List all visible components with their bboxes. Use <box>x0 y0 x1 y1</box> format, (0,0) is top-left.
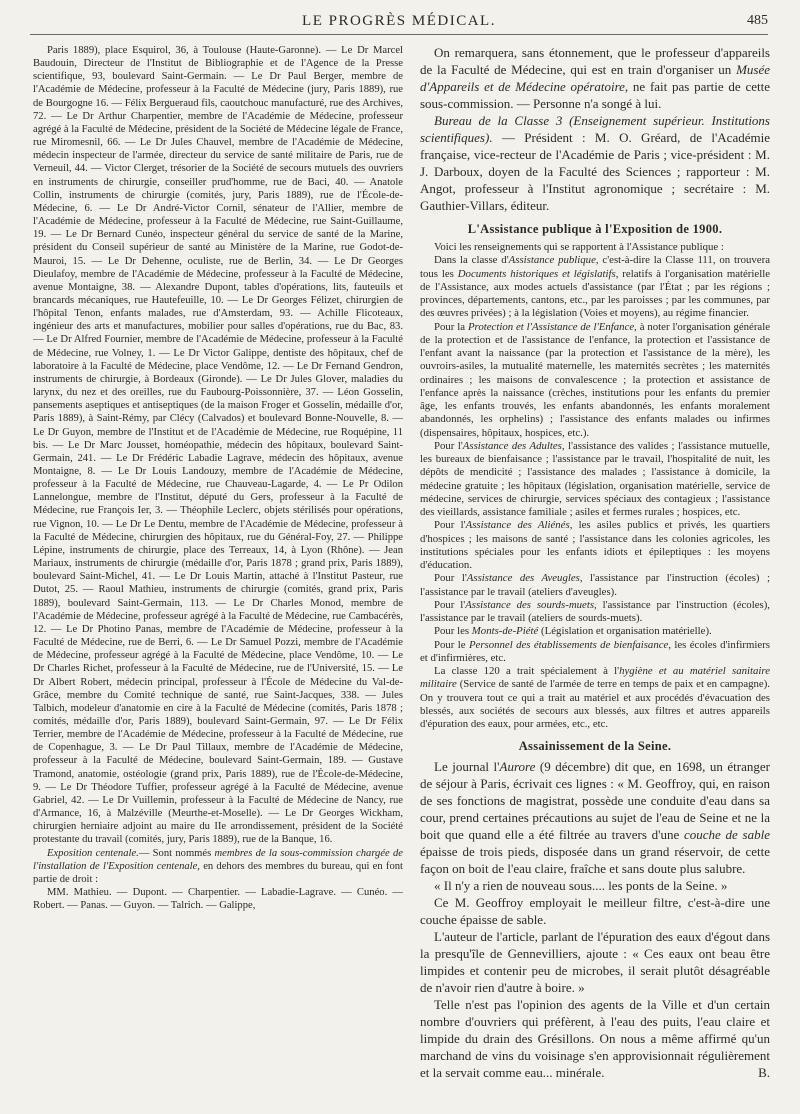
assistance-paragraph <box>420 599 770 626</box>
assistance-paragraph <box>420 665 770 731</box>
seine-block <box>420 758 770 1081</box>
text-run: Le journal l' <box>434 759 500 775</box>
text-run: , les asiles publics et privés, les quartiers d'hospices ; les maisons de santé ; l'assistance dans les colonies agricoles, les institutions spéciales pour les enfants idiots et épileptiques : les moyens d'éducation. <box>420 519 770 571</box>
assistance-paragraph <box>420 625 770 638</box>
left-column <box>33 44 403 1108</box>
exposition-emph: membres de la sous-commission chargée de l'installation de l'Exposition centenale, <box>33 847 403 872</box>
emph-run: Protection et l'Assistance de l'Enfance <box>467 320 635 333</box>
intro-text-b: ne fait pas partie de cette sous-commission. — Personne n'a songé à lui. <box>420 79 770 111</box>
seine-paragraph: « Il n'y a rien de nouveau sous.... les ponts de la Seine. » <box>434 878 728 894</box>
exposition-paragraph <box>33 847 403 886</box>
emph-run: Aurore <box>499 759 536 775</box>
text-run: Pour l' <box>434 439 463 452</box>
emph-run: couche de sable <box>684 827 770 843</box>
text-run: , les écoles d'infirmiers et d'infirmières, etc. <box>420 638 770 664</box>
text-run: Pour l' <box>434 572 467 585</box>
text-run: Pour l' <box>434 519 466 532</box>
emph-run: hygiène et au matériel sanitaire militaire <box>420 665 770 691</box>
assistance-paragraph <box>420 254 770 320</box>
text-run: , l'assistance par l'instruction (écoles) ; l'assistance par le travail (ateliers d'aveugles). <box>420 572 770 598</box>
text-run: (Législation et organisation matérielle). <box>538 625 712 638</box>
author-signature: B. <box>758 1065 770 1081</box>
emph-run: Monts-de-Piété <box>471 625 539 638</box>
assistance-paragraph <box>420 440 770 520</box>
emph-run: Documents historiques et législatifs <box>457 267 616 280</box>
emph-run: Assistance des sourds-muets <box>465 598 595 611</box>
right-intro-block <box>420 44 770 214</box>
text-run: Pour l' <box>434 598 466 611</box>
seine-paragraph: Ce M. Geoffroy employait le meilleur filtre, c'est-à-dire une couche épaisse de sable. <box>420 895 770 928</box>
exposition-rest: en dehors des membres du bureau, qui en font partie de droit : <box>33 860 403 885</box>
emph-run: Assistance des Aveugles <box>466 572 580 585</box>
text-run: Pour le <box>434 638 469 651</box>
journal-title: LE PROGRÈS MÉDICAL. <box>302 13 496 29</box>
members-paragraph: MM. Mathieu. — Dupont. — Charpentier. — Labadie-Lagrave. — Cunéo. — Robert. — Panas. — Guyon. — Talrich. — Galippe, <box>33 887 403 912</box>
section-heading-assistance: L'Assistance publique à l'Exposition de 1900. <box>467 222 723 236</box>
page-number: 485 <box>747 13 768 28</box>
right-column <box>420 44 770 1108</box>
page-header <box>30 12 768 35</box>
assistance-paragraph: Voici les renseignements qui se rapportent à l'Assistance publique : <box>434 241 724 253</box>
intro-paragraph <box>420 44 770 112</box>
member-list-paragraph: Paris 1889), place Esquirol, 36, à Toulouse (Haute-Garonne). — Le Dr Marcel Baudouin, Directeur de l'Institut de Bibliographie et de l'Agence de la Presse scientifique, 93, boulevard Saint-Germain. — Le Dr Paul Berger, membre de l'Académie de Médecine, professeur à la Faculté de Médecine (jury, Paris 1889), rue de Bourgogne 16. — Félix Bergueraud fils, caoutchouc manufacturé, rue des Archives, 72. — Le Dr Arthur Charpentier, membre de l'Académie de Médecine, professeur agrégé à la Faculté de Médecine, président de la Société de Médecine légale de France, rue Miromesnil, 66. — Le Dr Jules Chauvel, membre de l'Académie de Médecine, médecin inspecteur de l'armée, directeur du service de santé militaire de Paris, rue de Verneuil, 44. — Victor Clerget, trésorier de la Société de secours mutuels des ouvriers en instruments de chirurgie, conseiller prud'homme, rue de Baci, 40. — Anatole Collin, instruments de chirurgie (comités, jury, Paris 1889), rue de l'École-de-Médecine, 6. — Le Dr André-Victor Cornil, sénateur de l'Allier, membre de l'Académie de Médecine, professeur à la Faculté de Médecine, rue Saint-Guillaume, 19. — Le Dr Bernard Cunéo, inspecteur général du service de santé de la Marine, président du Conseil supérieur de santé au Ministère de la Marine, rue Godot-de-Mauroi, 15. — Le Dr Dehenne, oculiste, rue de Berlin, 34. — Le Dr Georges Dieulafoy, membre de l'Académie de Médecine, professeur à la Faculté de Médecine, avenue Montaigne, 38. — Alexandre Dupont, tables d'opérations, lits, fauteuils et brancards mécaniques, rue Hautefeuille, 10. — Le Dr Georges Félizet, chirurgien de l'hôpital Tenon, enfants malades, rue d'Amsterdam, 93. — Achille Flicoteaux, ingénieur des arts et manufactures, mobilier pour salles d'opérations, rue du Bac, 83. — Le Dr Alfred Fournier, membre de l'Académie de Médecine, professeur à la Faculté de Médecine, rue Volney, 1. — Le Dr Victor Galippe, dentiste des hôpitaux, chef de laboratoire à la Faculté de Médecine, place Vendôme, 12. — Le Dr Fernand Gendron, instruments de chirurgie, à Bordeaux (Gironde). — Le Dr Jules Glover, maladies du larynx, du nez et des oreilles, rue du Faubourg-Poissonnière, 37. — Léon Gosselin, pansements aseptiques et antiseptiques (de la maison Froger et Gosselin, médaille d'or, Paris 1889), à Saint-Rémy, par Clécy (Calvados) et boulevard Bonne-Nouvelle, 8. — Le Dr Guyon, membre de l'Institut et de l'Académie de Médecine, rue Roquépine, 11 bis. — Le Dr Marc Jousset, homéopathie, médecin des hôpitaux, boulevard Saint-Germain, 241. — Le Dr Frédéric Labadie Lagrave, médecin des hôpitaux, avenue Montaigne, 8. — Le Dr Louis Landouzy, membre de l'Académie de Médecine, professeur à la Faculté de Médecine, rue Chauveau-Lagarde, 4. — Le Pr Odilon Lannelongue, membre de l'Institut, député du Gers, professeur à la Faculté de Médecine, rue François Ier, 3. — Théophile Leclerc, objets stérilisés pour opérations, rue Vignon, 10. — Le Dr Le Dentu, membre de l'Académie de Médecine, professeur à la Faculté de Médecine, chirurgien des hôpitaux, rue du Général-Foy, 27. — Philippe Lépine, instruments de chirurgie, place des Terreaux, 14, à Lyon (Rhône). — Jean Mariaux, instruments de chirurgie (médaille d'or, Paris 1878 ; grand prix, Paris 1889), boulevard Saint-Michel, 41. — Le Dr Louis Martin, attaché à l'Institut Pasteur, rue Dutot, 25. — Raoul Mathieu, instruments de chirurgie (comités, grand prix, Paris 1889), boulevard Saint-Germain, 113. — Le Dr Charles Monod, membre de l'Académie de Médecine, professeur agrégé à la Faculté de Médecine, rue Cambacérès, 12. — Le Dr Photino Panas, membre de l'Académie de Médecine, professeur à la Faculté de Médecine, rue de Berri, 6. — Le Dr Samuel Pozzi, membre de l'Académie de Médecine, professeur agrégé à la Faculté de Médecine, place Vendôme, 10. — Le Dr Charles Richet, professeur à la Faculté de Médecine, rue de l'Université, 15. — Le Dr Albert Robert, médecin principal, professeur à l'École de Médecine du Val-de-Grâce, membre du Comité technique de santé, rue Saint-Jacques, 338. — Jules Talbich, modeleur d'anatomie en cire à la Faculté de Médecine (comités, Paris 1878 ; comités, médaille d'or, Paris 1889), boulevard Saint-Germain, 97. — Le Dr Félix Terrier, membre de l'Académie de Médecine, professeur à la Faculté de Médecine, rue de Copenhague, 3. — Le Dr Paul Tillaux, membre de l'Académie de Médecine, professeur à la Faculté de Médecine, boulevard Saint-Germain, 189. — Gustave Tramond, anatomie, ostéologie (grand prix, Paris 1889), rue de l'École-de-Médecine, 9. — Le Dr Théodore Tuffier, professeur agrégé à la Faculté de Médecine, avenue Gabriel, 42. — Le Dr Vuillemin, professeur à la Faculté de Médecine de Nancy, rue d'Armance, 16, à Malzéville (Meurthe-et-Moselle). — Le Dr Georges Wickham, chirurgien herniaire adjoint au maire du IIe arrondissement, président de la Société protestante du travail (comités, jury, Paris 1889), rue de la Banque, 16. <box>33 45 403 846</box>
text-run: Pour les <box>434 625 472 638</box>
seine-paragraph <box>420 996 770 1081</box>
seine-paragraph <box>420 758 770 877</box>
assistance-block <box>420 241 770 731</box>
bureau-text: — Président : M. O. Gréard, de l'Académie française, vice-recteur de l'Académie de Paris ; vice-président : M. J. Darboux, doyen de la Faculté des Sciences ; rapporteur : M. Angot, professeur à l'Institut agronomique ; secrétaire : M. Gauthier-Villars, éditeur. <box>420 130 770 213</box>
text-run: Telle n'est pas l'opinion des agents de la Ville et d'un certain nombre d'ouvriers qui préfèrent, à l'eau des puits, l'eau claire et limpide du drain des Grésillons. On nous a même affirmé qu'un marchand de vins du voisinage s'en approvisionnait régulièrement et la servait comme eau... minérale. <box>420 997 770 1081</box>
text-run: , à noter l'organisation générale de la protection et de l'assistance de l'enfance, la protection et l'assistance de l'enfant avant la naissance (par la protection et l'assistance de la mère), les ouvroirs-asiles, la mutualité maternelle, les maternités secrètes ; les maternités ordinaires ; les maisons de convalescence ; la protection et assistance de l'enfance après la naissance (crèches, institutions pour les enfants du premier âge, les enfants trouvés, les enfants abandonnés, les enfants moralement abandonnés, les orphelins) ; l'assistance des enfants malades ou infirmes (dispensaires, hôpitaux, hospices, etc.). <box>420 320 770 439</box>
bureau-lead: Bureau de la Classe 3 (Enseignement supérieur. Institutions scientifiques). <box>420 113 770 145</box>
text-run: , l'assistance des valides ; l'assistance mutuelle, les bureaux de bienfaisance ; l'assistance par le travail, l'hospitalité de nuit, les dépôts de mendicité ; l'assistance des malades ; l'assistance à domicile, la médecine gratuite ; les hôpitaux (législation, organisation matérielle, service de médecine, services de chirurgie, services spéciaux des contagieux ; l'assistance des vieillards, assistance familiale ; asiles et fermes rurales ; hospices, etc. <box>420 439 770 518</box>
exposition-intro: — Sont nommés <box>138 847 215 859</box>
emph-run: Personnel des établissements de bienfaisance <box>468 638 669 651</box>
text-run: , c'est-à-dire la Classe 111, on trouvera tous les <box>420 254 770 280</box>
assistance-paragraph <box>420 572 770 599</box>
text-run: Pour la <box>434 320 468 333</box>
text-run: épaisse de trois pieds, disposée dans un grand réservoir, de cette façon on boit de l'eau claire, fraîche et sans doute plus salubre. <box>420 844 770 877</box>
text-run: Dans la classe d' <box>434 254 509 267</box>
text-run: La classe 120 a trait spécialement à l' <box>434 665 620 677</box>
section-heading-seine: Assainissement de la Seine. <box>518 739 672 754</box>
text-run: (9 décembre) dit que, en 1698, un étranger de séjour à Paris, écrivait ces lignes : « M. Geoffroy, qui, en raison de ses fonctions de magistrat, possède une conduite d'eau dans sa cour, prend certaines précautions au sujet de l'eau de Seine et ne la boit que quand elle a été filtrée au travers d'une <box>420 759 770 843</box>
assistance-paragraph <box>420 321 770 440</box>
intro-emph: Musée d'Appareils et de Médecine opératoire, <box>420 62 770 94</box>
exposition-lead: Exposition centenale. <box>47 847 139 859</box>
intro-text-a: On remarquera, sans étonnement, que le professeur d'appareils de la Faculté de Médecine, qui est en train d'organiser un <box>420 45 770 77</box>
assistance-paragraph <box>420 519 770 572</box>
emph-run: Assistance publique <box>508 254 596 267</box>
emph-run: Assistance des Adultes <box>462 439 562 452</box>
bureau-paragraph <box>420 112 770 214</box>
assistance-paragraph <box>420 639 770 666</box>
text-run: (Service de santé de l'armée de terre en temps de paix et en campagne). On y trouvera tout ce qui a trait au matériel et aux procédés d'évacuation des blessés, aux sociétés de secours aux blessés, aux filtres et autres appareils d'épuration des eaux, pour armées, etc., etc. <box>420 678 770 730</box>
text-run: , relatifs à l'organisation matérielle de l'Assistance, aux modes actuels d'assistance (par l'État ; par les régions ; provinces, départements, cantons, etc., par les paroisses ; par les communes, par des œuvres privées) ; à la législation (Voies et moyens), au régime financier. <box>420 267 770 320</box>
seine-paragraph: L'auteur de l'article, parlant de l'épuration des eaux d'égout dans la presqu'île de Gennevilliers, ajoute : « Ces eaux ont beau être limpides et contenir peu de microbes, il serait plutôt désagréable de n'avoir rien d'autre à boire. » <box>420 929 770 996</box>
emph-run: Assistance des Aliénés <box>465 519 570 532</box>
text-run: , l'assistance par l'instruction (écoles), l'assistance par le travail (ateliers de sourds-muets). <box>420 598 770 624</box>
